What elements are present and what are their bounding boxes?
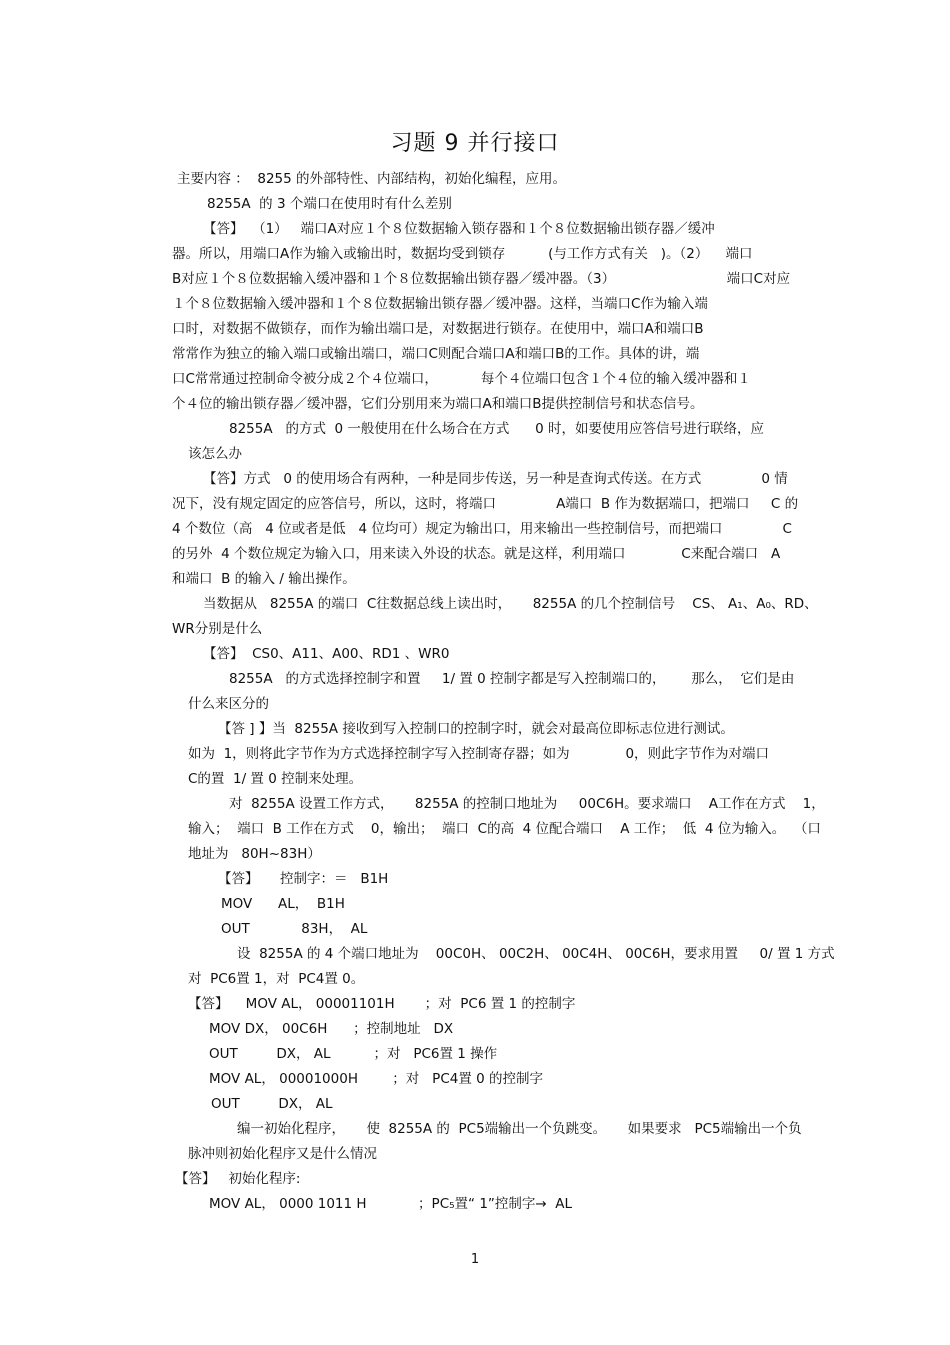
text-line: WR分别是什么: [172, 621, 263, 637]
text-line: 【答】 初始化程序:: [175, 1171, 301, 1187]
text-line: 对 8255A 设置工作方式， 8255A 的控制口地址为 00C6H。要求端口 A工作在方式 1，: [229, 796, 825, 812]
text-line: 况下，没有规定固定的应答信号，所以，这时，将端口 A端口 B 作为数据端口，把端口 C 的: [172, 496, 799, 512]
text-line: 主要内容 ： 8255 的外部特性、内部结构，初始化编程，应用。: [177, 171, 567, 187]
text-line: 输入； 端口 B 工作在方式 0，输出； 端口 C的高 4 位配合端口 A 工作； 低 4 位为输入。 （口: [188, 821, 821, 837]
text-line: 口C常常通过控制命令被分成２个４位端口， 每个４位端口包含１个４位的输入缓冲器和１: [172, 371, 751, 387]
text-line: 地址为 80H~83H）: [188, 846, 321, 862]
text-line: 【答】 控制字：＝ B1H: [218, 871, 389, 887]
text-line: 【答】 CS0、A11、A00、RD1 、WR0: [203, 646, 450, 662]
code-line: MOV DX， 00C6H ；控制地址 DX: [209, 1021, 454, 1037]
text-line: 的另外 4 个数位规定为输入口，用来读入外设的状态。就是这样，利用端口 C来配合端口 A: [172, 546, 781, 562]
code-line: OUT DX， AL ；对 PC6置 1 操作: [209, 1046, 498, 1062]
text-line: 【答 ] 】当 8255A 接收到写入控制口的控制字时，就会对最高位即标志位进行测试。: [218, 721, 734, 737]
text-line: 编一初始化程序， 使 8255A 的 PC5端输出一个负跳变。 如果要求 PC5端输出一个负: [237, 1121, 802, 1137]
text-line: 该怎么办: [188, 446, 242, 462]
text-line: 8255A 的方式 0 一般使用在什么场合在方式 0 时，如要使用应答信号进行联络，应: [229, 421, 765, 437]
code-line: MOV AL， B1H: [221, 896, 345, 912]
text-line: 什么来区分的: [188, 696, 269, 712]
page-number: 1: [470, 1252, 480, 1267]
code-line: 【答】 MOV AL， 00001101H ；对 PC6 置 1 的控制字: [188, 996, 576, 1012]
text-line: 器。所以，用端口A作为输入或输出时，数据均受到锁存 (与工作方式有关 )。（2） 端口: [172, 246, 753, 262]
code-line: OUT DX， AL: [211, 1096, 333, 1112]
text-line: １个８位数据输入缓冲器和１个８位数据输出锁存器／缓冲器。这样，当端口C作为输入端: [172, 296, 708, 312]
text-line: C的置 1/ 置 0 控制来处理。: [188, 771, 363, 787]
text-line: 【答】 （1） 端口A对应１个８位数据输入锁存器和１个８位数据输出锁存器／缓冲: [203, 221, 715, 237]
text-line: 如为 1，则将此字节作为方式选择控制字写入控制寄存器；如为 0，则此字节作为对端口: [188, 746, 770, 762]
text-line: 【答】方式 0 的使用场合有两种，一种是同步传送，另一种是查询式传送。在方式 0 情: [203, 471, 788, 487]
code-line: MOV AL， 0000 1011 H ；PC₅置“ 1”控制字→ AL: [209, 1196, 573, 1212]
text-line: 和端口 B 的输入 / 输出操作。: [172, 571, 356, 587]
text-line: 口时，对数据不做锁存，而作为输出端口是，对数据进行锁存。在使用中，端口A和端口B: [172, 321, 704, 337]
text-line: 个４位的输出锁存器／缓冲器，它们分别用来为端口A和端口B提供控制信号和状态信号。: [172, 396, 704, 412]
text-line: 对 PC6置 1，对 PC4置 0。: [188, 971, 365, 987]
code-line: OUT 83H， AL: [221, 921, 368, 937]
code-line: MOV AL， 00001000H ；对 PC4置 0 的控制字: [209, 1071, 544, 1087]
text-line: 4 个数位（高 4 位或者是低 4 位均可）规定为输出口，用来输出一些控制信号，而把端口 C: [172, 521, 792, 537]
text-line: 脉冲则初始化程序又是什么情况: [188, 1146, 377, 1162]
text-line: 常常作为独立的输入端口或输出端口，端口C则配合端口A和端口B的工作。具体的讲，端: [172, 346, 700, 362]
page-title: 习题 9 并行接口: [390, 131, 560, 156]
text-line: B对应１个８位数据输入缓冲器和１个８位数据输出锁存器／缓冲器。（3） 端口C对应: [172, 271, 791, 287]
text-line: 当数据从 8255A 的端口 C往数据总线上读出时， 8255A 的几个控制信号 CS、 A₁、A₀、RD、: [203, 596, 818, 612]
text-line: 8255A 的 3 个端口在使用时有什么差别: [207, 196, 452, 212]
text-line: 设 8255A 的 4 个端口地址为 00C0H、 00C2H、 00C4H、 00C6H，要求用置 0/ 置 1 方式: [237, 946, 835, 962]
text-line: 8255A 的方式选择控制字和置 1/ 置 0 控制字都是写入控制端口的， 那么， 它们是由: [229, 671, 795, 687]
